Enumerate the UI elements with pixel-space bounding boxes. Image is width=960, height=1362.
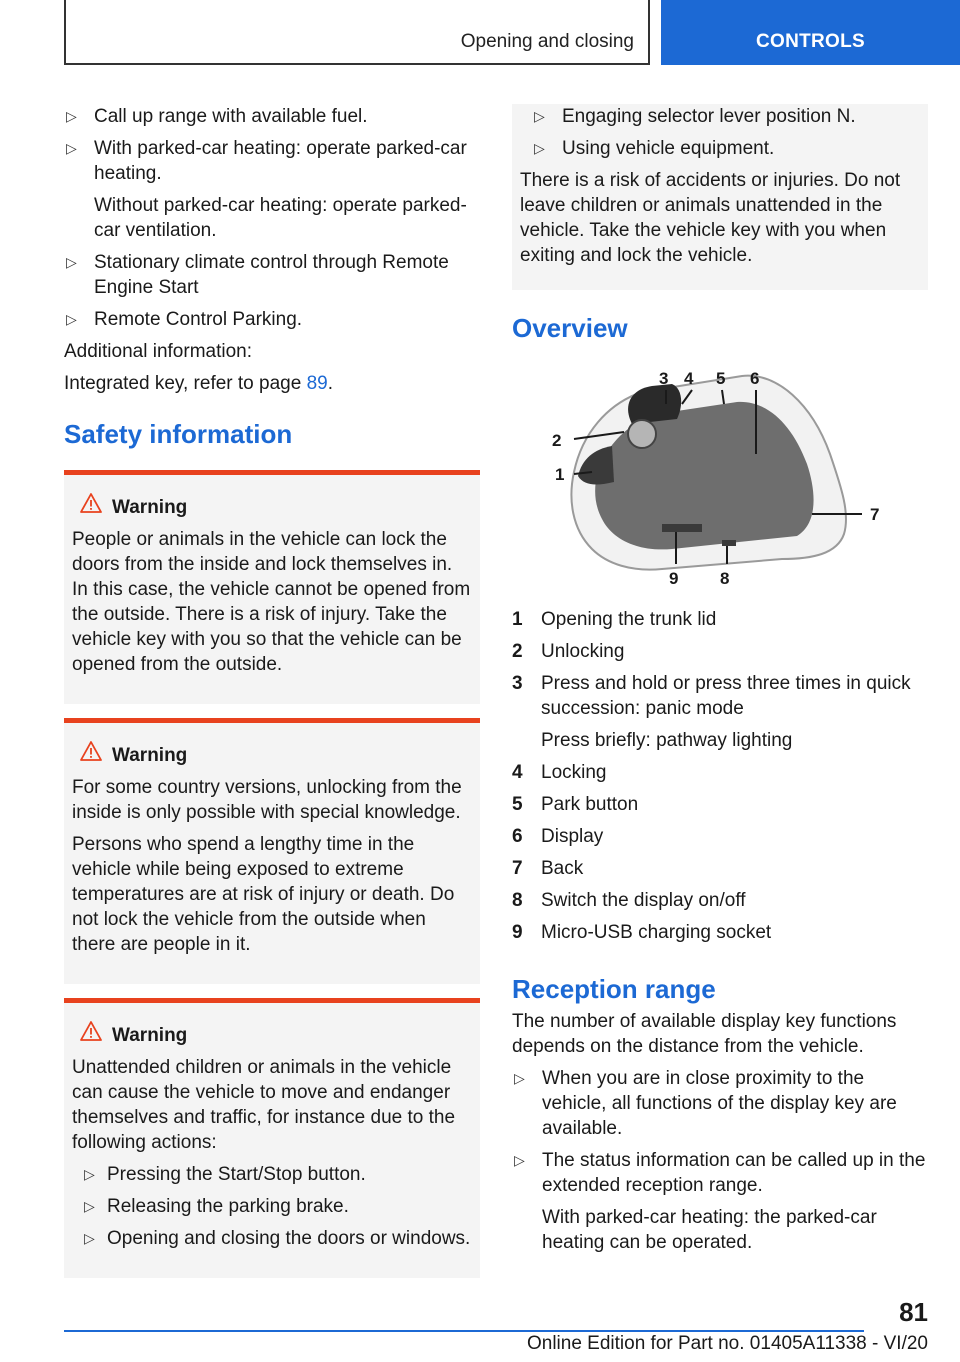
bullet-triangle-icon: ▷: [84, 1166, 95, 1182]
warning-box: [64, 470, 480, 704]
bullet-triangle-icon: ▷: [84, 1230, 95, 1246]
warning-box: [64, 718, 480, 984]
list-item: ▷ Engaging selector lever position N.: [534, 106, 856, 127]
header-chapter-box: [661, 0, 960, 65]
legend-item: 2 Unlocking: [512, 641, 625, 662]
callout-label: 6: [750, 369, 760, 388]
reception-heading: Reception range: [512, 974, 716, 1004]
list-item: ▷ Remote Control Parking.: [66, 309, 303, 330]
warning-title: Warning: [112, 497, 188, 518]
warning-triangle-icon: [80, 493, 102, 520]
left-column: [64, 104, 480, 1292]
list-item: ▷ Releasing the parking brake.: [84, 1196, 349, 1217]
bullet-triangle-icon: ▷: [66, 108, 77, 124]
callout-label: 8: [720, 569, 730, 588]
page-number: 81: [899, 1297, 928, 1327]
header-section-box: [64, 0, 650, 65]
list-item-subtext: Without parked-car heating: operate parked-car ventilation.: [94, 195, 467, 241]
bullet-triangle-icon: ▷: [66, 311, 77, 327]
callout-label: 5: [716, 369, 726, 388]
list-item-subtext: With parked-car heating: the parked-car heating can be operated.: [542, 1207, 877, 1253]
legend-item: 8 Switch the display on/off: [512, 890, 746, 911]
callout-label: 9: [669, 569, 679, 588]
list-item: ▷ Using vehicle equipment.: [534, 138, 775, 159]
callout-label: 3: [659, 369, 669, 388]
header-chapter-title: CONTROLS: [755, 31, 865, 52]
legend-item: 3 Press and hold or press three times in quick succession: panic mode Press briefly: pathway lighting: [512, 671, 928, 753]
footer-edition: Online Edition for Part no. 01405A11338 - VI/20: [526, 1333, 928, 1354]
additional-info-label: Additional information:: [64, 341, 252, 362]
callout-label: 2: [552, 431, 562, 450]
bullet-triangle-icon: ▷: [534, 140, 545, 156]
warning-text: People or animals in the vehicle can lock the doors from the inside and lock themselves in. In this case, the vehicle cannot be opened from the outside. There is a risk of injury. Take the vehicle key with you so that the vehicle can be opened from the outside.: [72, 529, 471, 675]
warning-text: Unattended children or animals in the vehicle can cause the vehicle to move and endanger themselves and traffic, for instance due to the following actions:: [72, 1057, 456, 1153]
warning-box: [64, 998, 480, 1278]
bullet-triangle-icon: ▷: [66, 254, 77, 270]
overview-heading: Overview: [512, 313, 628, 343]
list-item: ▷ Pressing the Start/Stop button.: [84, 1164, 366, 1185]
bullet-triangle-icon: ▷: [514, 1070, 525, 1086]
legend-item: 4 Locking: [512, 762, 607, 783]
header-section-title: Opening and closing: [460, 31, 634, 52]
page-link[interactable]: 89: [306, 373, 328, 394]
warning-continuation-box: [512, 104, 928, 290]
legend-item: 6 Display: [512, 826, 604, 847]
safety-heading: Safety information: [64, 419, 293, 449]
warning-triangle-icon: [80, 741, 102, 768]
legend-item: 7 Back: [512, 858, 584, 879]
bullet-triangle-icon: ▷: [84, 1198, 95, 1214]
display-key-figure: [512, 364, 928, 589]
bullet-triangle-icon: ▷: [514, 1152, 525, 1168]
list-item: ▷ Call up range with available fuel.: [66, 106, 368, 127]
reception-text: The number of available display key functions depends on the distance from the vehicle.: [512, 1011, 897, 1057]
callout-label: 4: [684, 369, 694, 388]
bullet-triangle-icon: ▷: [66, 140, 77, 156]
warning-text: For some country versions, unlocking from the inside is only possible with special knowledge.: [72, 777, 462, 823]
list-item: ▷ The status information can be called up in the extended reception range. With parked-car heating: the parked-car heating can be operated.: [512, 1148, 928, 1255]
integrated-key-reference: Integrated key, refer to page 89.: [64, 373, 333, 394]
callout-label: 7: [870, 505, 880, 524]
right-column: [512, 104, 928, 1262]
list-item: ▷ Stationary climate control through Remote Engine Start: [66, 252, 449, 298]
warning-text: There is a risk of accidents or injuries. Do not leave children or animals unattended in the vehicle. Take the vehicle key with you when exiting and lock the vehicle.: [520, 170, 901, 266]
warning-text: Persons who spend a lengthy time in the vehicle while being exposed to extreme temperatures are at risk of injury or death. Do not lock the vehicle from the outside when there are people in it.: [72, 834, 455, 955]
warning-triangle-icon: [80, 1021, 102, 1048]
callout-label: 1: [555, 465, 565, 484]
bullet-triangle-icon: ▷: [534, 108, 545, 124]
display-key-illustration: [512, 364, 928, 589]
list-item: ▷ Opening and closing the doors or windows.: [84, 1228, 471, 1249]
legend-item-subtext: Press briefly: pathway lighting: [541, 730, 793, 751]
warning-title: Warning: [112, 745, 188, 766]
list-item: ▷ With parked-car heating: operate parked-car heating. Without parked-car heating: operate parked-car ventilation.: [64, 136, 480, 243]
list-item: ▷ When you are in close proximity to the vehicle, all functions of the display key are available.: [514, 1068, 897, 1139]
legend-item: 1 Opening the trunk lid: [512, 609, 717, 630]
legend-item: 5 Park button: [512, 794, 639, 815]
legend-item: 9 Micro-USB charging socket: [512, 922, 772, 943]
warning-title: Warning: [112, 1025, 188, 1046]
